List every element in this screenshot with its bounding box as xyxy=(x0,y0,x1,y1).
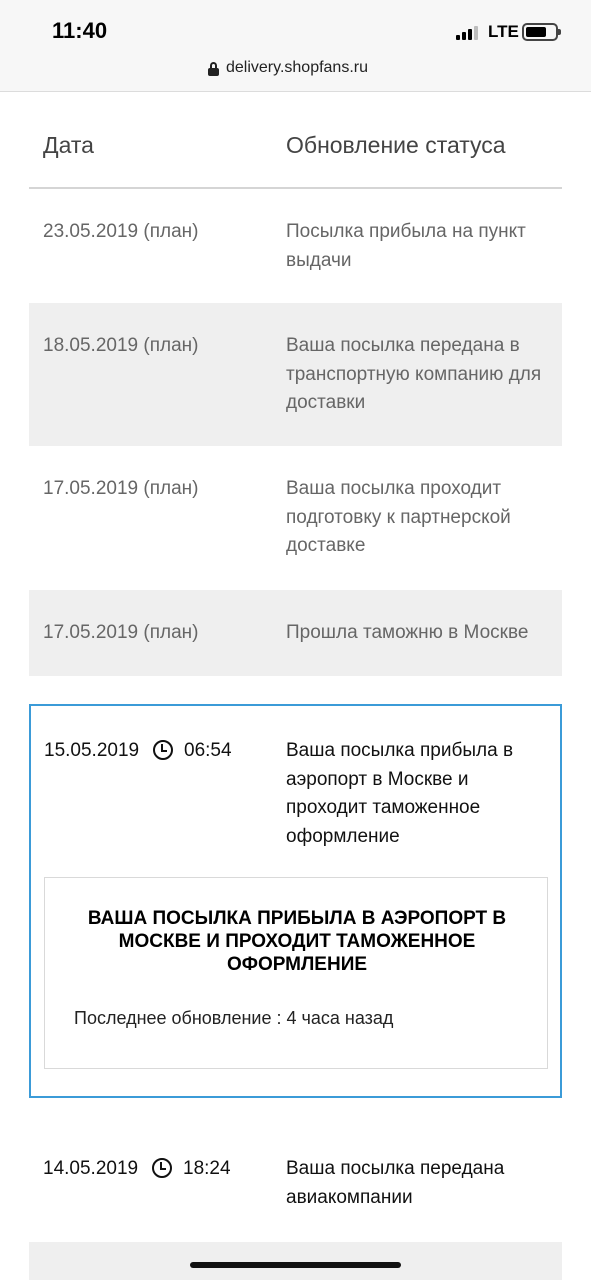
url-text[interactable]: delivery.shopfans.ru xyxy=(226,59,368,76)
status-detail-box xyxy=(44,877,548,1069)
row-status: Ваша посылка передана в транспортную компанию для доставки xyxy=(286,335,542,413)
row-date: 14.05.2019 xyxy=(43,1158,139,1179)
row-time: 06:54 xyxy=(184,740,232,761)
row-status: Ваша посылка передана авиакомпании xyxy=(286,1158,505,1208)
row-date: 23.05.2019 (план) xyxy=(43,221,199,242)
row-status: Посылка прибыла на пункт выдачи xyxy=(286,221,526,271)
table-row xyxy=(29,446,562,590)
row-time: 18:24 xyxy=(183,1158,231,1179)
status-bar xyxy=(0,0,591,56)
row-status: Прошла таможню в Москве xyxy=(286,622,529,643)
row-status: Ваша посылка проходит подготовку к партнерской доставке xyxy=(286,478,511,556)
status-detail-title: ВАША ПОСЫЛКА ПРИБЫЛА В АЭРОПОРТ В МОСКВЕ И ПРОХОДИТ ТАМОЖЕННОЕ ОФОРМЛЕНИЕ xyxy=(87,908,507,975)
status-time: 11:40 xyxy=(52,18,108,43)
row-date: 18.05.2019 (план) xyxy=(43,335,199,356)
row-date: 17.05.2019 (план) xyxy=(43,478,199,499)
clock-icon xyxy=(153,740,173,760)
row-date: 15.05.2019 xyxy=(44,740,140,761)
header-date: Дата xyxy=(43,132,94,158)
table-row xyxy=(29,590,562,676)
header-status: Обновление статуса xyxy=(286,132,506,158)
last-updated-text: Последнее обновление : 4 часа назад xyxy=(74,1008,394,1028)
row-status: Ваша посылка прибыла в аэропорт в Москве и проходит таможенное оформление xyxy=(286,740,514,847)
table-row xyxy=(29,1126,562,1242)
url-bar[interactable] xyxy=(0,56,591,92)
network-type: LTE xyxy=(488,22,519,41)
table-row xyxy=(29,303,562,446)
table-header xyxy=(29,92,562,189)
table-row xyxy=(29,1242,562,1280)
lock-icon xyxy=(208,62,219,76)
home-indicator[interactable] xyxy=(190,1262,401,1268)
current-status-row[interactable] xyxy=(29,704,562,1098)
table-row xyxy=(29,189,562,303)
battery-icon xyxy=(522,23,558,41)
clock-icon xyxy=(152,1158,172,1178)
signal-icon xyxy=(456,26,482,40)
row-date: 17.05.2019 (план) xyxy=(43,622,199,643)
